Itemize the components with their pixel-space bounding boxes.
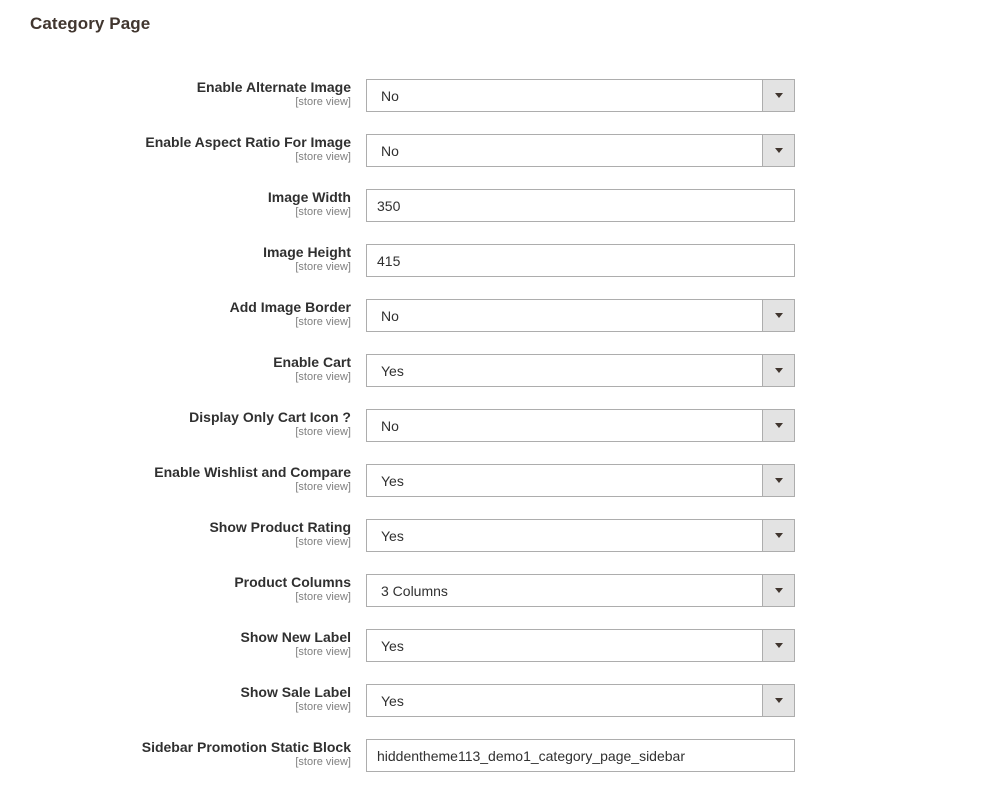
- field-label-group: [189, 409, 351, 439]
- field-row-product-columns: [0, 574, 991, 629]
- dropdown-button[interactable]: [762, 355, 794, 386]
- scope-label: [store view]: [295, 261, 351, 273]
- chevron-down-icon: [775, 313, 783, 318]
- dropdown-button[interactable]: [762, 410, 794, 441]
- chevron-down-icon: [775, 423, 783, 428]
- field-label-group: [230, 299, 351, 329]
- field-label: Product Columns: [234, 574, 351, 590]
- product-columns-select[interactable]: [366, 574, 795, 607]
- section-title: Category Page: [30, 14, 151, 33]
- display-only-cart-icon-select[interactable]: [366, 409, 795, 442]
- field-label: Show Sale Label: [240, 684, 351, 700]
- field-label-group: [154, 464, 351, 494]
- select-value: Yes: [381, 528, 404, 544]
- enable-wishlist-compare-select[interactable]: [366, 464, 795, 497]
- scope-label: [store view]: [295, 701, 351, 713]
- select-value: Yes: [381, 693, 404, 709]
- field-label-group: [142, 739, 351, 769]
- field-label: Show New Label: [240, 629, 351, 645]
- select-value: No: [381, 308, 399, 324]
- chevron-down-icon: [775, 643, 783, 648]
- field-label: Show Product Rating: [209, 519, 351, 535]
- dropdown-button[interactable]: [762, 520, 794, 551]
- image-height-input[interactable]: [367, 245, 794, 276]
- chevron-down-icon: [775, 148, 783, 153]
- field-row-image-width: [0, 189, 991, 244]
- field-row-show-new-label: [0, 629, 991, 684]
- field-label: Enable Aspect Ratio For Image: [145, 134, 351, 150]
- image-width-field: [366, 189, 795, 222]
- field-row-show-product-rating: [0, 519, 991, 574]
- chevron-down-icon: [775, 93, 783, 98]
- field-label: Enable Alternate Image: [196, 79, 351, 95]
- dropdown-button[interactable]: [762, 300, 794, 331]
- sidebar-promotion-static-block-field: [366, 739, 795, 772]
- field-label-group: [145, 134, 351, 164]
- dropdown-button[interactable]: [762, 575, 794, 606]
- dropdown-button[interactable]: [762, 465, 794, 496]
- field-label: Image Width: [267, 189, 351, 205]
- scope-label: [store view]: [295, 96, 351, 108]
- field-row-enable-wishlist-compare: [0, 464, 991, 519]
- show-sale-label-select[interactable]: [366, 684, 795, 717]
- field-label-group: [273, 354, 351, 384]
- scope-label: [store view]: [295, 206, 351, 218]
- scope-label: [store view]: [295, 591, 351, 603]
- field-label: Display Only Cart Icon ?: [189, 409, 351, 425]
- field-label: Enable Wishlist and Compare: [154, 464, 351, 480]
- field-row-enable-cart: [0, 354, 991, 409]
- field-label: Enable Cart: [273, 354, 351, 370]
- enable-alternate-image-select[interactable]: [366, 79, 795, 112]
- field-row-enable-alternate-image: [0, 79, 991, 134]
- chevron-down-icon: [775, 588, 783, 593]
- sidebar-promotion-static-block-input[interactable]: [367, 740, 794, 771]
- scope-label: [store view]: [295, 151, 351, 163]
- dropdown-button[interactable]: [762, 630, 794, 661]
- field-label-group: [268, 189, 351, 219]
- scope-label: [store view]: [295, 756, 351, 768]
- scope-label: [store view]: [295, 536, 351, 548]
- select-value: 3 Columns: [381, 583, 448, 599]
- field-row-add-image-border: [0, 299, 991, 354]
- select-value: Yes: [381, 473, 404, 489]
- field-row-display-only-cart-icon: [0, 409, 991, 464]
- chevron-down-icon: [775, 533, 783, 538]
- field-label-group: [241, 684, 351, 714]
- field-row-sidebar-promotion-static-block: [0, 739, 991, 794]
- enable-aspect-ratio-select[interactable]: [366, 134, 795, 167]
- scope-label: [store view]: [295, 646, 351, 658]
- scope-label: [store view]: [295, 316, 351, 328]
- dropdown-button[interactable]: [762, 685, 794, 716]
- field-label: Sidebar Promotion Static Block: [141, 739, 351, 755]
- scope-label: [store view]: [295, 426, 351, 438]
- field-row-image-height: [0, 244, 991, 299]
- select-value: No: [381, 88, 399, 104]
- dropdown-button[interactable]: [762, 135, 794, 166]
- show-new-label-select[interactable]: [366, 629, 795, 662]
- field-row-enable-aspect-ratio: [0, 134, 991, 189]
- category-page-form: [0, 79, 991, 794]
- chevron-down-icon: [775, 698, 783, 703]
- field-label-group: [209, 519, 351, 549]
- field-label-group: [197, 79, 351, 109]
- dropdown-button[interactable]: [762, 80, 794, 111]
- field-label: Add Image Border: [229, 299, 351, 315]
- field-label-group: [263, 244, 351, 274]
- select-value: No: [381, 143, 399, 159]
- field-label-group: [234, 574, 351, 604]
- enable-cart-select[interactable]: [366, 354, 795, 387]
- image-width-input[interactable]: [367, 190, 794, 221]
- add-image-border-select[interactable]: [366, 299, 795, 332]
- field-label-group: [241, 629, 351, 659]
- select-value: No: [381, 418, 399, 434]
- scope-label: [store view]: [295, 371, 351, 383]
- show-product-rating-select[interactable]: [366, 519, 795, 552]
- chevron-down-icon: [775, 368, 783, 373]
- image-height-field: [366, 244, 795, 277]
- scope-label: [store view]: [295, 481, 351, 493]
- select-value: Yes: [381, 363, 404, 379]
- select-value: Yes: [381, 638, 404, 654]
- field-label: Image Height: [263, 244, 351, 260]
- field-row-show-sale-label: [0, 684, 991, 739]
- chevron-down-icon: [775, 478, 783, 483]
